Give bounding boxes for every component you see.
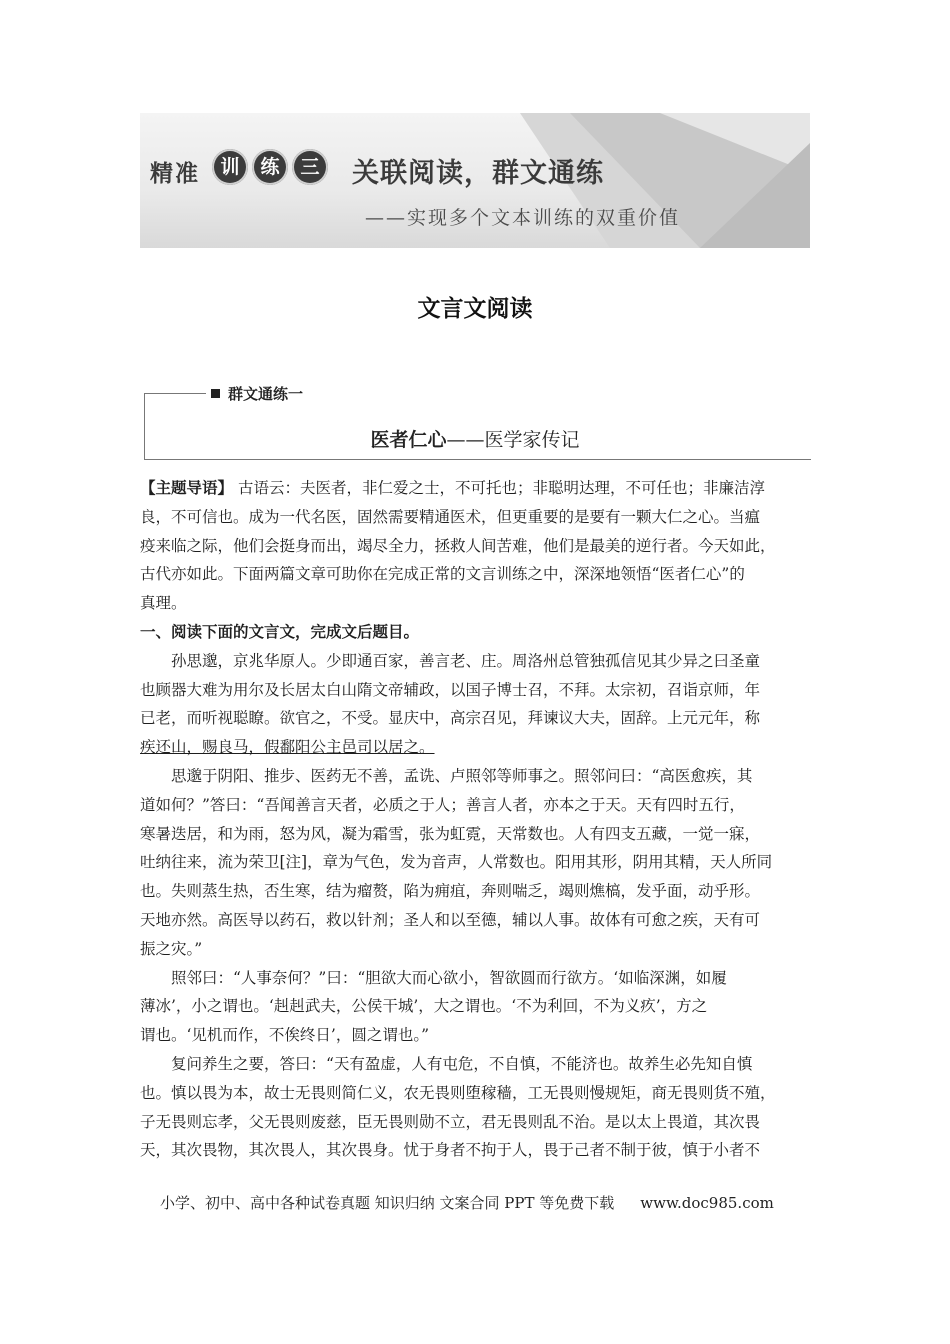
footer-url: www.doc985.com	[640, 1194, 774, 1212]
text-line: 谓也。‘见机而作，不俟终日’，圆之谓也。”	[140, 1026, 430, 1045]
text-line	[140, 476, 812, 498]
text-line: 子无畏则忘孝，父无畏则废慈，臣无畏则勋不立，君无畏则乱不治。是以太上畏道，其次畏	[140, 1112, 761, 1131]
text-line: 疾还山，赐良马，假鄱阳公主邑司以居之。	[140, 738, 435, 757]
section-frame-topline	[144, 393, 206, 394]
section-subtitle	[0, 425, 950, 452]
text-line: 孙思邈，京兆华原人。少即通百家，善言老、庄。周洛州总管独孤信见其少异之曰圣童	[171, 651, 761, 670]
text-line: 疫来临之际，他们会挺身而出，竭尽全力，拯救人间苦难，他们是最美的逆行者。今天如此，	[140, 536, 776, 555]
banner-title: 关联阅读，群文通练	[352, 158, 604, 189]
text-line: 天地亦然。高医导以药石，救以针剂；圣人和以至德，辅以人事。故体有可愈之疾，天有可	[140, 911, 761, 929]
text-line: 薄冰’，小之谓也。‘赳赳武夫，公侯干城’，大之谓也。‘不为利回，不为义疚’，方之	[140, 997, 708, 1016]
banner-circle-2: 练	[252, 149, 288, 185]
section-label-text: 群文通练一	[228, 385, 304, 403]
topic-guide-label: 【主题导语】	[140, 479, 234, 497]
text-line: 也顾器大难为用尔及长居太白山隋文帝辅政，以国子博士召，不拜。太宗初，召诣京师，年	[140, 680, 761, 699]
square-bullet-icon	[211, 389, 220, 398]
text-line: 振之灾。”	[140, 939, 203, 958]
text-line: 一、阅读下面的文言文，完成文后题目。	[140, 623, 420, 641]
banner-prefix: 精准	[150, 161, 200, 187]
text-line: 已老，而听视聪瞭。欲官之，不受。显庆中，高宗召见，拜谏议大夫，固辞。上元元年，称	[140, 709, 761, 728]
section-label	[211, 383, 303, 404]
text-line: 照邻曰：“人事奈何？”曰：“胆欲大而心欲小，智欲圆而行欲方。‘如临深渊，如履	[171, 968, 727, 987]
footer-text: 小学、初中、高中各种试卷真题 知识归纳 文案合同 PPT 等免费下载	[160, 1194, 615, 1212]
document-title: 文言文阅读	[417, 296, 533, 322]
text-line: 也。慎以畏为本，故士无畏则简仁义，农无畏则堕稼穑，工无畏则慢规矩，商无畏则货不殖，	[140, 1083, 776, 1102]
text-line: 良，不可信也。成为一代名医，固然需要精通医术，但更重要的是要有一颗大仁之心。当瘟	[140, 507, 761, 526]
text-line: 复问养生之要，答曰：“天有盈虚，人有屯危，不自慎，不能济也。故养生必先知自慎	[171, 1055, 753, 1073]
text-line: 吐纳往来，流为荣卫[注]，章为气色，发为音声，人常数也。阳用其形，阴用其精，天人所同	[140, 853, 773, 872]
banner-circle-3: 三	[292, 149, 328, 185]
text-line: 思邈于阴阳、推步、医药无不善，孟诜、卢照邻等师事之。照邻问曰：“高医愈疾，其	[171, 767, 753, 785]
text-line: 道如何？”答曰：“吾闻善言天者，必质之于人；善言人者，亦本之于天。天有四时五行，	[140, 795, 745, 814]
text-line: 寒暑迭居，和为雨，怒为风，凝为霜雪，张为虹霓，天常数也。人有四支五藏，一觉一寐，	[140, 824, 761, 843]
banner-subtitle: ——实现多个文本训练的双重价值	[365, 207, 681, 229]
text-line: 也。失则蒸生热，否生寒，结为瘤赘，陷为痈疽，奔则喘乏，竭则燋槁，发乎面，动乎形。	[140, 882, 761, 901]
text-line: 天，其次畏物，其次畏人，其次畏身。忧于身者不拘于人，畏于己者不制于彼，慎于小者不	[140, 1141, 761, 1160]
header-banner	[140, 113, 810, 248]
text-line: 古代亦如此。下面两篇文章可助你在完成正常的文言训练之中，深深地领悟“医者仁心”的	[140, 565, 745, 584]
page-footer	[160, 1192, 774, 1213]
topic-guide-text: 古语云：夫医者，非仁爱之士，不可托也；非聪明达理，不可任也；非廉洁淳	[233, 479, 765, 497]
section-subtitle-rest: ——医学家传记	[446, 429, 580, 451]
section-subtitle-main: 医者仁心	[370, 429, 447, 451]
text-line: 真理。	[140, 594, 187, 613]
banner-circle-1: 训	[212, 149, 248, 185]
